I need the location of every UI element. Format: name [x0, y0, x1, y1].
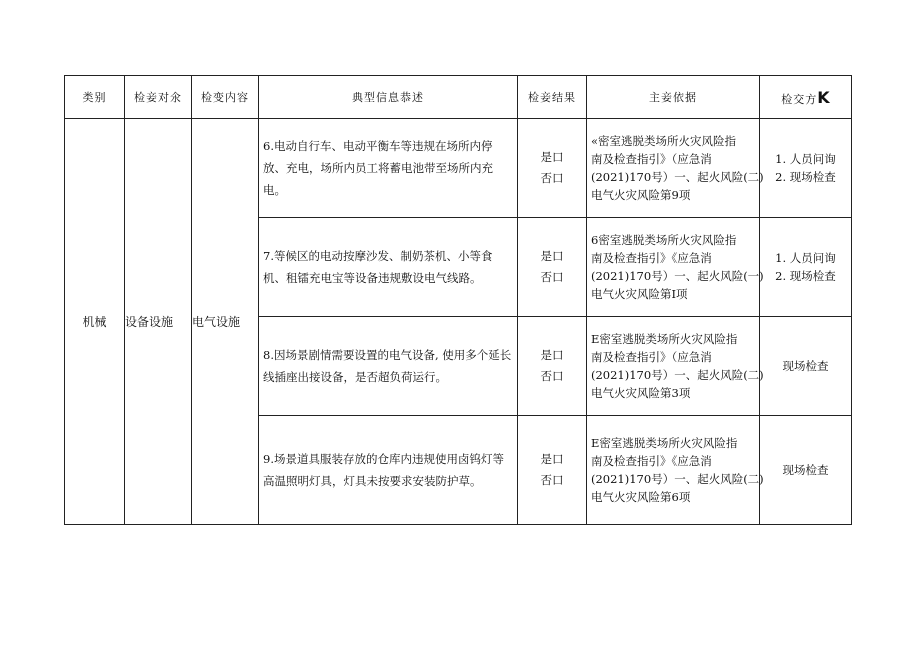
description-cell: 9.场景道具服装存放的仓库内违规使用卤钨灯等高温照明灯具，灯具未按要求安装防护草。	[259, 416, 518, 525]
method-line: 1. 人员问询	[775, 152, 836, 166]
description-cell: 8.因场景剧情需要设置的电气设备, 使用多个延长线插座出接设备，是否超负荷运行。	[259, 317, 518, 416]
basis-line: 电气火灾风险第Ⅰ项	[591, 287, 688, 301]
description-cell: 7.等候区的电动按摩沙发、制奶茶机、小等食机、租镭充电宝等设备违规敷设电气线路。	[259, 218, 518, 317]
basis-line: (2021)170号）一、起火风险(二)	[591, 472, 764, 486]
header-method-prefix: 检交方	[781, 92, 818, 106]
result-cell	[518, 317, 587, 416]
basis-line: 南及检查指引》《应急消	[591, 251, 712, 265]
result-cell	[518, 218, 587, 317]
method-line: 2. 现场检查	[775, 269, 836, 283]
basis-line: E密室逃脱类场所火灾风险指	[591, 436, 738, 450]
basis-line: 电气火灾风险第6项	[591, 490, 691, 504]
result-yes-checkbox[interactable]: 是口	[540, 249, 564, 263]
method-cell	[760, 218, 852, 317]
method-line: 2. 现场检查	[775, 170, 836, 184]
method-cell	[760, 416, 852, 525]
method-line: 1. 人员问询	[775, 251, 836, 265]
header-category: 类别	[65, 76, 125, 119]
basis-line: (2021)170号）一、起火风险(二)	[591, 170, 764, 184]
result-cell	[518, 416, 587, 525]
basis-line: (2021)170号）一、起火风险(二)	[591, 368, 764, 382]
basis-cell	[587, 317, 764, 416]
description-cell: 6.电动自行车、电动平衡车等违规在场所内停放、充电，场所内员工将蓄电池带至场所内充电。	[259, 119, 518, 218]
result-yes-checkbox[interactable]: 是口	[540, 150, 564, 164]
header-method	[760, 76, 852, 119]
category-cell: 机械	[65, 119, 125, 525]
result-no-checkbox[interactable]: 否口	[540, 171, 564, 185]
method-line: 现场检查	[782, 359, 829, 373]
basis-line: 电气火灾风险第9项	[591, 188, 691, 202]
header-result: 检妾结果	[518, 76, 587, 119]
basis-line: E密室逃脱类场所火灾风险指	[591, 332, 738, 346]
basis-line: 6密室逃脱类场所火灾风险指	[591, 233, 737, 247]
basis-line: 电气火灾风险第3项	[591, 386, 691, 400]
header-description: 典型信息恭述	[259, 76, 518, 119]
basis-line: 南及检查指引》《应急消	[591, 454, 712, 468]
result-yes-checkbox[interactable]: 是口	[540, 348, 564, 362]
method-cell	[760, 317, 852, 416]
result-yes-checkbox[interactable]: 是口	[540, 452, 564, 466]
header-method-suffix: K	[817, 87, 830, 107]
content-cell: 电气设施	[192, 119, 259, 525]
basis-line: (2021)170号）一、起火风险(一)	[591, 269, 764, 283]
method-cell	[760, 119, 852, 218]
inspection-table	[64, 75, 852, 525]
header-object: 检妾对氽	[125, 76, 192, 119]
result-no-checkbox[interactable]: 否口	[540, 473, 564, 487]
result-no-checkbox[interactable]: 否口	[540, 270, 564, 284]
header-content: 检变内容	[192, 76, 259, 119]
header-basis: 主妾依据	[587, 76, 760, 119]
table-row	[65, 119, 852, 218]
basis-line: «密室逃脱类场所火灾风险指	[591, 134, 737, 148]
basis-cell	[587, 218, 764, 317]
basis-cell	[587, 416, 764, 525]
result-cell	[518, 119, 587, 218]
basis-line: 南及检查指引》（应急消	[591, 152, 712, 166]
basis-cell	[587, 119, 764, 218]
result-no-checkbox[interactable]: 否口	[540, 369, 564, 383]
basis-line: 南及检查指引》（应急消	[591, 350, 712, 364]
object-cell: 设备设施	[125, 119, 192, 525]
header-row	[65, 76, 852, 119]
method-line: 现场检查	[782, 463, 829, 477]
